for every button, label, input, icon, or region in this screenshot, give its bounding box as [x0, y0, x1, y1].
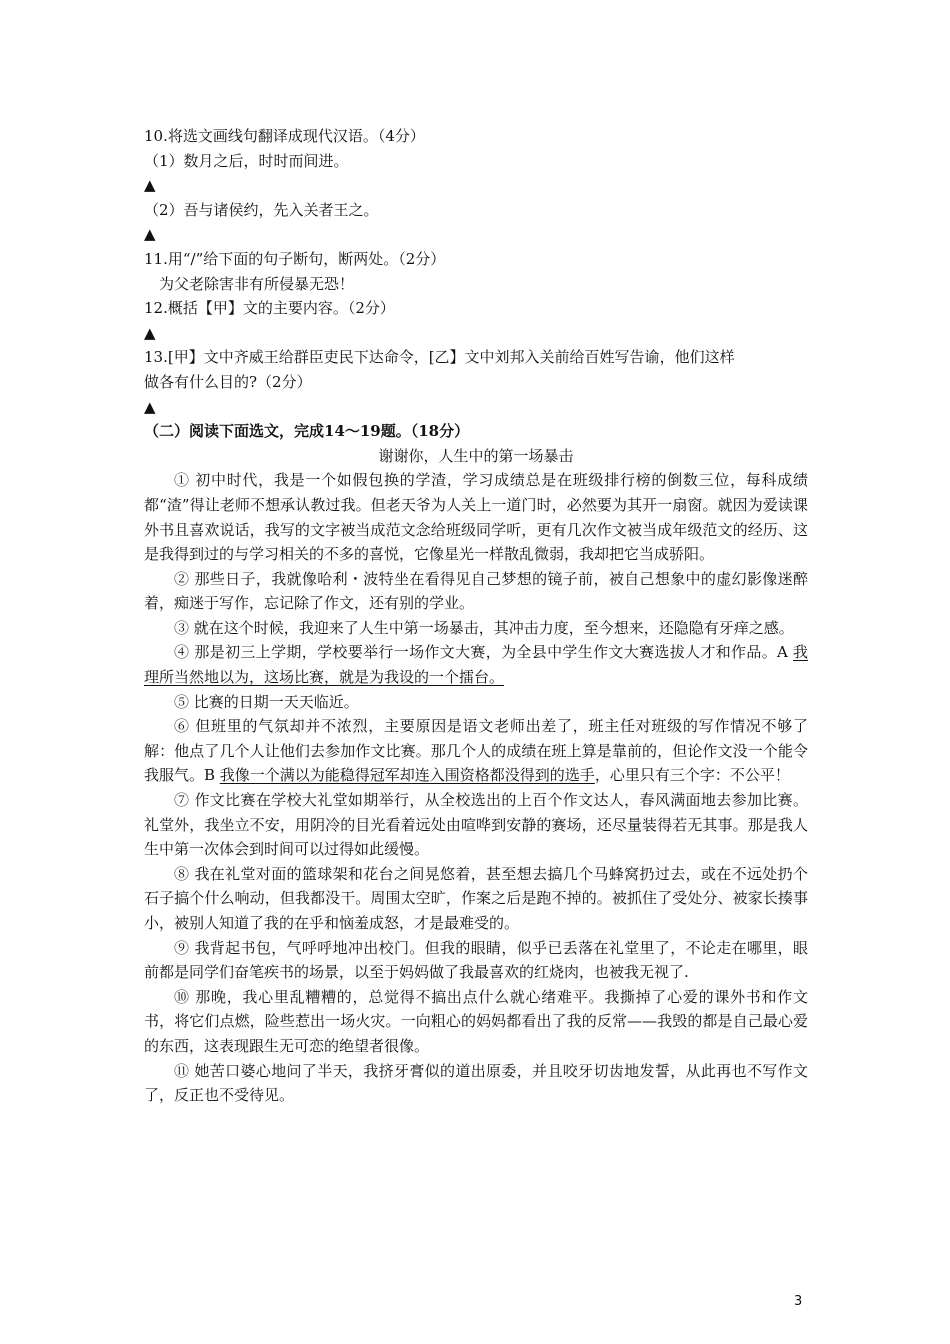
- paragraph-2: ② 那些日子，我就像哈利・波特坐在看得见自己梦想的镜子前，被自己想象中的虚幻影像迷醉着，痴迷于写作，忘记除了作文，还有别的学业。: [144, 569, 808, 613]
- paragraph-6-text: ⑥ 但班里的气氛却并不浓烈，主要原因是语文老师出差了，班主任对班级的写作情况不够了解：他点了几个人让他们去参加作文比赛。那几个人的成绩在班上算是靠前的，但论作文没一个能令我服气。B: [144, 717, 808, 785]
- answer-mark: ▲: [144, 176, 156, 195]
- section-heading: （二）阅读下面选文，完成14～19题。（18分）: [144, 422, 470, 441]
- paragraph-6: [144, 714, 808, 788]
- question-11-sentence: 为父老除害非有所侵暴无恐！: [159, 274, 355, 293]
- paragraph-7: ⑦ 作文比赛在学校大礼堂如期举行，从全校选出的上百个作文达人，春风满面地去参加比赛。礼堂外，我坐立不安，用阴冷的目光看着远处由喧哗到安静的赛场，还尽量装得若无其事。那是我人生中第一次体会到时间可以过得如此缓慢。: [144, 791, 808, 859]
- paragraph-6-tail: ，心里只有三个字：不公平！: [594, 766, 790, 785]
- underlined-sentence-b: 我像一个满以为能稳得冠军却连入围资格都没得到的选手: [219, 766, 595, 785]
- question-10-item-2: （2）吾与诸侯约，先入关者王之。: [144, 200, 379, 219]
- paragraph-9: ⑨ 我背起书包，气呼呼地冲出校门。但我的眼睛，似乎已丢落在礼堂里了，不论走在哪里，眼前都是同学们奋笔疾书的场景，以至于妈妈做了我最喜欢的红烧肉，也被我无视了.: [144, 938, 808, 982]
- question-10-item-1: （1）数月之后，时时而间进。: [144, 151, 349, 170]
- paragraph-1: ① 初中时代，我是一个如假包换的学渣，学习成绩总是在班级排行榜的倒数三位，每科成绩都“渣”得让老师不想承认教过我。但老天爷为人关上一道门时，必然要为其开一扇窗。就因为爱读课外书且喜欢说话，我写的文字被当成范文念给班级同学听，更有几次作文被当成年级范文的经历、这是我得到过的与学习相关的不多的喜悦，它像星光一样散乱微弱，我却把它当成骄阳。: [144, 471, 808, 564]
- question-10: 10.将选文画线句翻译成现代汉语。（4分）: [144, 127, 425, 145]
- answer-mark: ▲: [144, 225, 156, 244]
- answer-mark: ▲: [144, 397, 156, 416]
- paragraph-4-text: ④ 那是初三上学期，学校要举行一场作文大赛，为全县中学生作文大赛选拔人才和作品。A: [174, 643, 793, 662]
- paragraph-8: ⑧ 我在礼堂对面的篮球架和花台之间晃悠着，甚至想去搞几个马蜂窝扔过去，或在不远处扔个石子搞个什么响动，但我都没干。周围太空旷，作案之后是跑不掉的。被抓住了受处分、被家长揍事小，被别人知道了我的在乎和恼羞成怒，才是最难受的。: [144, 864, 808, 932]
- question-12: 12.概括【甲】文的主要内容。（2分）: [144, 299, 395, 318]
- page-number: 3: [794, 1294, 803, 1309]
- paragraph-11: ⑪ 她苦口婆心地问了半天，我挤牙膏似的道出原委，并且咬牙切齿地发誓，从此再也不写作文了，反正也不受待见。: [144, 1061, 808, 1105]
- answer-mark: ▲: [144, 323, 156, 342]
- paragraph-10: ⑩ 那晚，我心里乱糟糟的，总觉得不搞出点什么就心绪难平。我撕掉了心爱的课外书和作文书，将它们点燃，险些惹出一场火灾。一向粗心的妈妈都看出了我的反常——我毁的都是自己最心爱的东西，这表现跟生无可恋的绝望者很像。: [144, 987, 808, 1055]
- paragraph-5: ⑤ 比赛的日期一天天临近。: [174, 692, 359, 711]
- question-13-line-1: 13.[甲】文中齐威王给群臣吏民下达命令，[乙】文中刘邦入关前给百姓写告谕，他们这样: [144, 348, 735, 367]
- paragraph-3: ③ 就在这个时候，我迎来了人生中第一场暴击，其冲击力度，至今想来，还隐隐有牙痒之感。: [174, 618, 794, 637]
- paragraph-4: [144, 640, 808, 689]
- page-content: [144, 124, 808, 1108]
- article-title: 谢谢你，人生中的第一场暴击: [378, 446, 574, 465]
- question-13-line-2: 做各有什么目的?（2分）: [144, 372, 312, 391]
- underlined-sentence-a: 我理所当然地以为，这场比赛，就是为我设的一个擂台。: [144, 643, 808, 687]
- question-11: 11.用“/”给下面的句子断句，断两处。（2分）: [144, 249, 446, 268]
